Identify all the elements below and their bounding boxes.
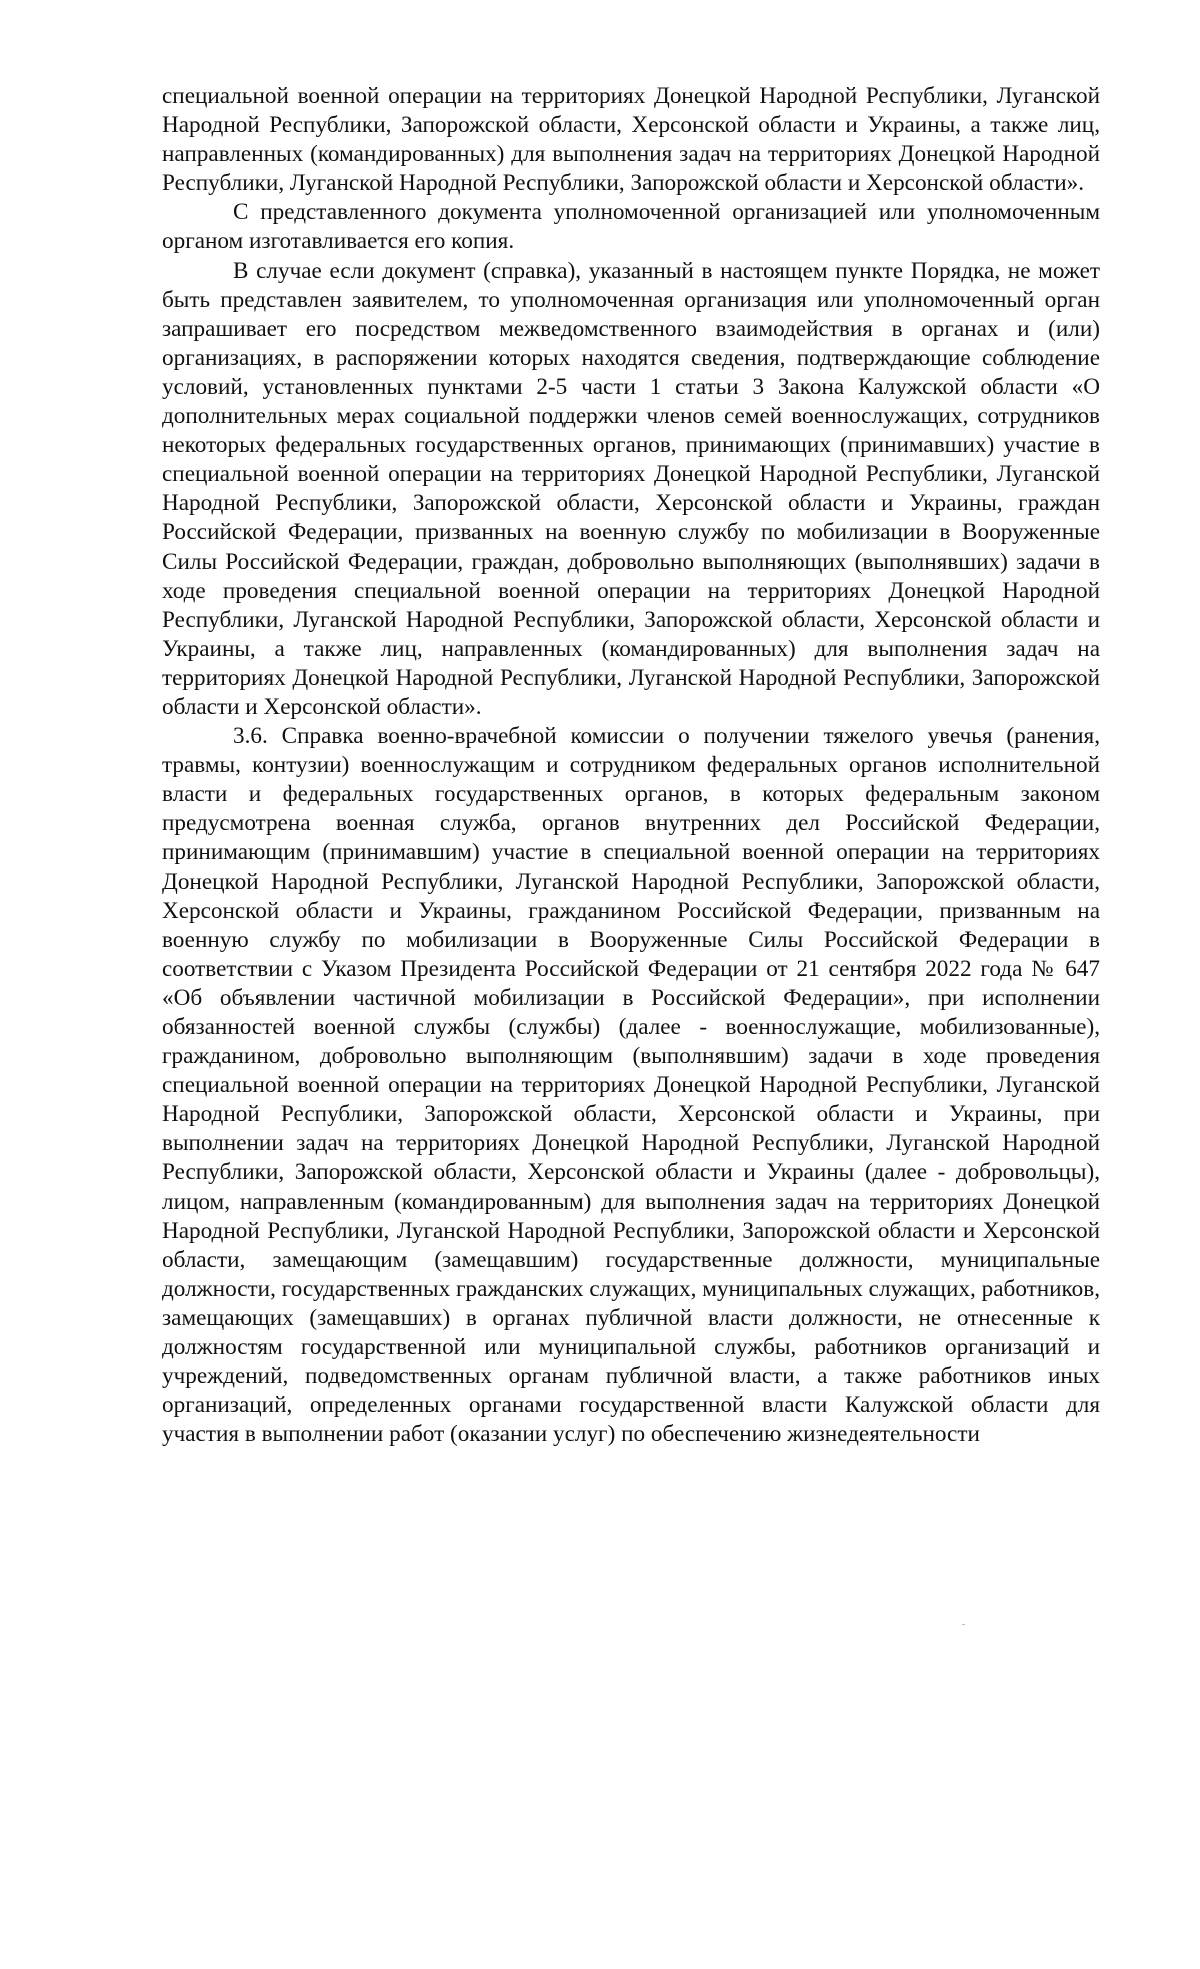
document-page [162,82,1100,1449]
paragraph-continuation: специальной военной операции на территориях Донецкой Народной Республики, Луганской Народной Республики, Запорожской области, Херсонской области и Украины, а также лиц, направленных (командированных) для выполнения задач на территориях Донецкой Народной Республики, Луганской Народной Республики, Запорожской области и Херсонской области». [162,83,1100,197]
paragraph-interagency-request: В случае если документ (справка), указанный в настоящем пункте Порядка, не может быть представлен заявителем, то уполномоченная организация или уполномоченный орган запрашивает его посредством межведомственного взаимодействия в органах и (или) организациях, в распоряжении которых находятся сведения, подтверждающие соблюдение условий, установленных пунктами 2-5 части 1 статьи 3 Закона Калужской области «О дополнительных мерах социальной поддержки членов семей военнослужащих, сотрудников некоторых федеральных государственных органов, принимающих (принимавших) участие в специальной военной операции на территориях Донецкой Народной Республики, Луганской Народной Республики, Запорожской области, Херсонской области и Украины, граждан Российской Федерации, призванных на военную службу по мобилизации в Вооруженные Силы Российской Федерации, граждан, добровольно выполняющих (выполнявших) задачи в ходе проведения специальной военной операции на территориях Донецкой Народной Республики, Луганской Народной Республики, Запорожской области, Херсонской области и Украины, а также лиц, направленных (командированных) для выполнения задач на территориях Донецкой Народной Республики, Луганской Народной Республики, Запорожской области и Херсонской области». [162,257,1100,720]
paragraph-clause-3-6: 3.6. Справка военно-врачебной комиссии о получении тяжелого увечья (ранения, травмы, контузии) военнослужащим и сотрудником федеральных органов исполнительной власти и федеральных государственных органов, в которых федеральным законом предусмотрена военная служба, органов внутренних дел Российской Федерации, принимающим (принимавшим) участие в специальной военной операции на территориях Донецкой Народной Республики, Луганской Народной Республики, Запорожской области, Херсонской области и Украины, гражданином Российской Федерации, призванным на военную службу по мобилизации в Вооруженные Силы Российской Федерации в соответствии с Указом Президента Российской Федерации от 21 сентября 2022 года № 647 «Об объявлении частичной мобилизации в Российской Федерации», при исполнении обязанностей военной службы (службы) (далее - военнослужащие, мобилизованные), гражданином, добровольно выполняющим (выполнявшим) задачи в ходе проведения специальной военной операции на территориях Донецкой Народной Республики, Луганской Народной Республики, Запорожской области, Херсонской области и Украины, при выполнении задач на территориях Донецкой Народной Республики, Луганской Народной Республики, Запорожской области, Херсонской области и Украины (далее - добровольцы), лицом, направленным (командированным) для выполнения задач на территориях Донецкой Народной Республики, Луганской Народной Республики, Запорожской области и Херсонской области, замещающим (замещавшим) государственные должности, муниципальные должности, государственных гражданских служащих, муниципальных служащих, работников, замещающих (замещавших) в органах публичной власти должности, не отнесенные к должностям государственной или муниципальной службы, работников организаций и учреждений, подведомственных органам публичной власти, а также работников иных организаций, определенных органами государственной власти Калужской области для участия в выполнении работ (оказании услуг) по обеспечению жизнедеятельности [162,723,1100,1448]
paragraph-copy-note: С представленного документа уполномоченной организацией или уполномоченным органом изготавливается его копия. [162,199,1100,255]
scan-speck [962,1624,965,1625]
